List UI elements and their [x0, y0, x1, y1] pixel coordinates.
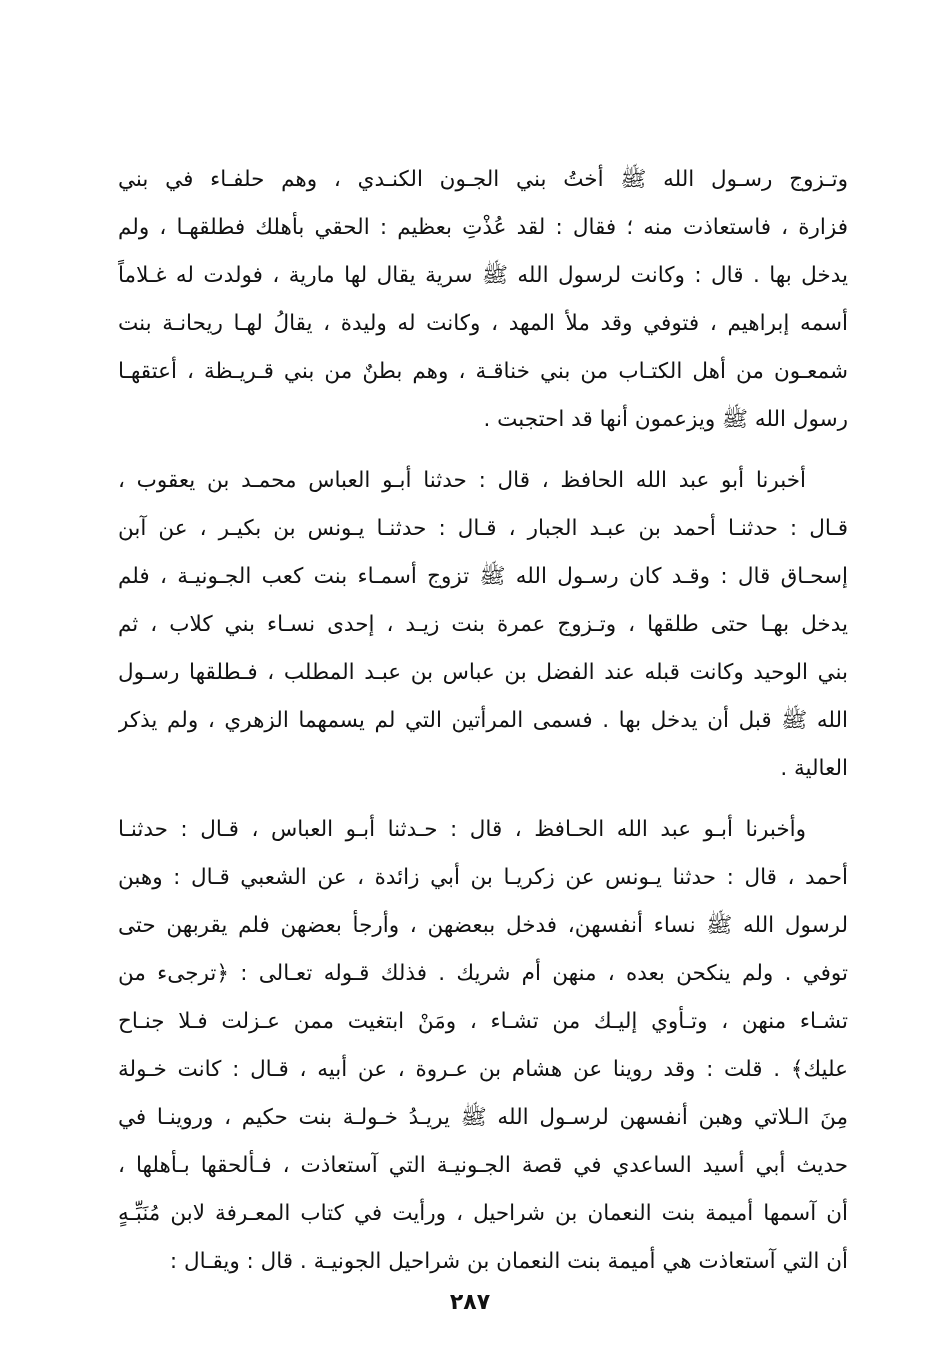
text-line: تشـاء منهن ، وتـأوي إليـك من تشـاء ، ومَنْ ابتغيت ممن عـزلت فـلا جنـاح [118, 1009, 848, 1034]
text-line: وتـزوج رسـول الله ﷺ أختُ بني الجـون الكنـدي ، وهم حلفـاء في بني [118, 167, 848, 192]
text-line: العالية . [780, 756, 848, 781]
paragraph-1 [118, 156, 848, 444]
text-line: فزارة ، فاستعاذت منه ؛ فقال : لقد عُذْتِ بعظيم : الحقي بأهلك فطلقهـا ، ولم [118, 215, 848, 240]
text-line: أخبرنا أبو عبد الله الحافظ ، قال : حدثنا أبـو العباس محمـد بن يعقوب ، [118, 468, 806, 493]
text-line: يدخل بهـا حتى طلقها ، وتـزوج عمرة بنت زيـد ، إحدى نسـاء بني كلاب ، ثم [118, 612, 848, 637]
text-line: لرسول الله ﷺ نساء أنفسهن، فدخل ببعضهن ، وأرجأ بعضهن فلم يقربهن حتى [118, 913, 848, 938]
paragraph-2 [118, 457, 848, 793]
text-line: وأخبرنا أبـو عبد الله الحـافظ ، قال : حـدثنا أبـو العباس ، قـال : حدثنـا [118, 817, 806, 842]
page-number: ٢٨٧ [449, 1290, 491, 1315]
text-line: عليك﴾ . قلت : وقد روينا عن هشام بن عـروة ، عن أبيه ، قـال : كانت خـولة [118, 1057, 848, 1082]
text-line: الله ﷺ قبل أن يدخل بها . فسمى المرأتين التي لم يسمهما الزهري ، ولم يذكر [118, 708, 848, 733]
text-line: بني الوحيد وكانت قبله عند الفضل بن عباس بن عبـد المطلب ، فـطلقها رسـول [118, 660, 848, 685]
text-line: أن آسمها أميمة بنت النعمان بن شراحيل ، ورأيت في كتاب المعـرفة لابن مُنَبِّـهٍ [118, 1201, 848, 1226]
text-line: حديث أبي أسيد الساعدي في قصة الجـونيـة التي آستعاذت ، فـألحقها بـأهلها ، [118, 1153, 848, 1178]
paragraph-3 [118, 806, 848, 1286]
text-line: إسحـاق قال : وقـد كان رسـول الله ﷺ تزوج أسمـاء بنت كعب الجـونيـة ، فلم [118, 564, 848, 589]
text-line: قـال : حدثنـا أحمد بن عبـد الجبار ، قـال : حدثنـا يـونس بن بكيـر ، عن آبن [118, 516, 848, 541]
text-line: توفي . ولم ينكحن بعده ، منهن أم شريك . فذلك قـوله تعـالى : ﴿ترجىء من [118, 961, 848, 986]
text-line: رسول الله ﷺ ويزعمون أنها قد احتجبت . [483, 407, 848, 432]
text-line: شمعـون من أهل الكتـاب من بني خناقـة ، وهم بطنٌ من بني قـريـظة ، أعتقهـا [118, 359, 848, 384]
text-line: يدخل بها . قال : وكانت لرسول الله ﷺ سرية يقال لها مارية ، فولدت له غـلاماً [118, 263, 848, 288]
text-line: أن التي آستعاذت هي أميمة بنت النعمان بن شراحيل الجونيـة . قال : ويقـال : [169, 1249, 848, 1274]
text-line: أسمه إبراهيم ، فتوفي وقد ملأ المهد ، وكانت له وليدة ، يقالُ لهـا ريحانـة بنت [118, 311, 848, 336]
text-line: أحمد ، قال : حدثنا يـونس عن زكريـا بن أبي زائدة ، عن الشعبي قـال : وهبن [118, 865, 848, 890]
text-line: مِنَ الـلاتي وهبن أنفسهن لرسـول الله ﷺ يريـدُ خـولـة بنت حكيم ، وروينـا في [118, 1105, 848, 1130]
